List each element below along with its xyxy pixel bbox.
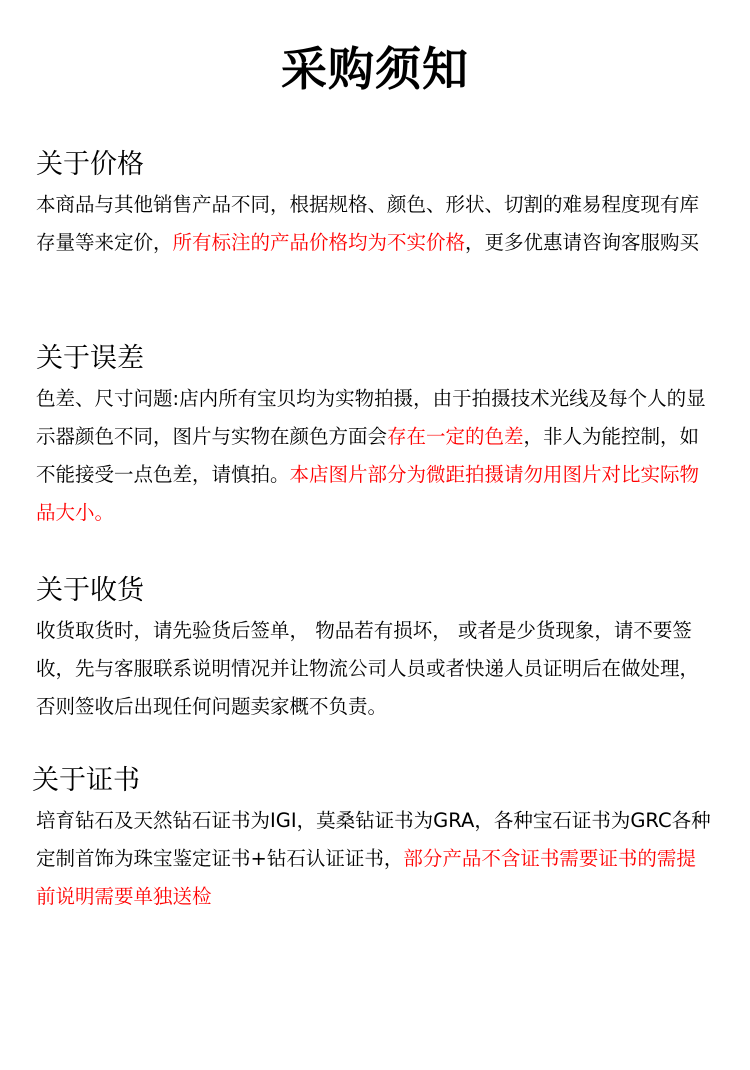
section-heading: 关于证书 <box>32 765 140 796</box>
body-text: 培育钻石及天然钻石证书为IGI，莫桑钻证书为GRA，各种宝石证书为GRC各种定制首饰为珠宝鉴定证书+钻石认证证书， <box>36 809 711 870</box>
section-body <box>36 612 716 726</box>
highlight-text: 部分产品不含证书需要证书的需提前说明需要单独送检 <box>36 847 696 908</box>
body-text: ，非人为能控制，如不能接受一点色差，请慎拍。 <box>36 425 700 486</box>
section-error <box>36 342 716 532</box>
section-body <box>36 186 716 262</box>
section-body <box>32 802 712 916</box>
section-heading: 关于价格 <box>36 149 144 180</box>
section-receipt <box>36 574 716 726</box>
body-text: 收货取货时，请先验货后签单， 物品若有损坏， 或者是少货现象，请不要签收，先与客服联系说明情况并让物流公司人员或者快递人员证明后在做处理，否则签收后出现任何问题卖家概不负责。 <box>36 619 700 718</box>
page-title: 采购须知 <box>281 42 469 96</box>
body-text: 本商品与其他销售产品不同，根据规格、颜色、形状、切割的难易程度现有库存量等来定价， <box>36 193 700 254</box>
highlight-text: 存在一定的色差 <box>387 425 524 448</box>
highlight-text: 本店图片部分为微距拍摄请勿用图片对比实际物品大小。 <box>36 463 700 524</box>
section-heading: 关于误差 <box>36 343 144 374</box>
section-certificate <box>32 764 712 916</box>
body-text: 色差、尺寸问题:店内所有宝贝均为实物拍摄，由于拍摄技术光线及每个人的显示器颜色不同，图片与实物在颜色方面会 <box>36 387 706 448</box>
section-body <box>36 380 716 532</box>
highlight-text: 所有标注的产品价格均为不实价格 <box>172 231 466 254</box>
section-heading: 关于收货 <box>36 575 144 606</box>
body-text: ，更多优惠请咨询客服购买 <box>465 231 700 254</box>
section-price <box>36 148 716 262</box>
